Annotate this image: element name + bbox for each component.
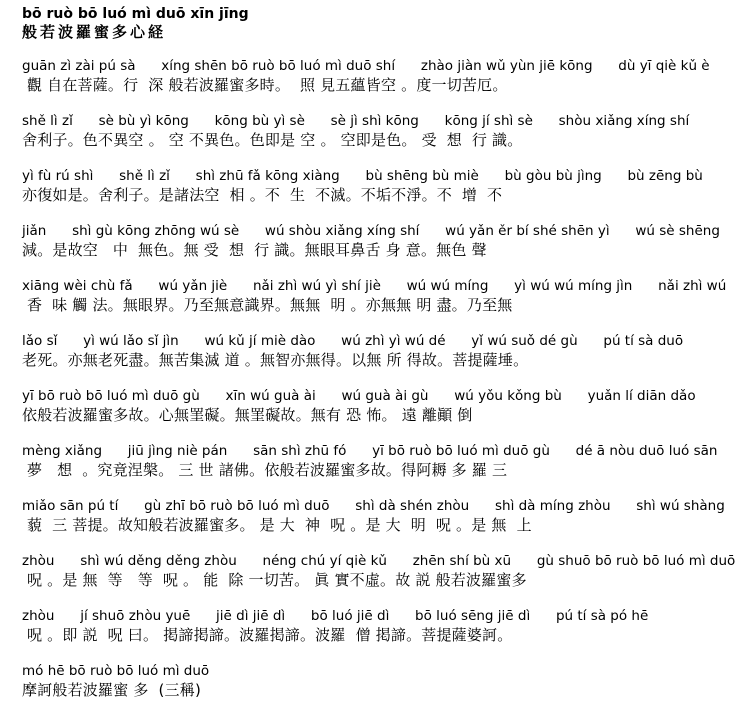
- pinyin-line: mó hē bō ruò bō luó mì duō: [22, 663, 210, 679]
- text-line: [22, 113, 738, 168]
- chinese-line: 舍利子。色不異空 。 空 不異色。色即是 空 。 空即是色。 受 想 行 識。: [22, 131, 523, 149]
- text-line: [22, 58, 738, 113]
- chinese-line: 摩訶般若波羅蜜 多 (三稱): [22, 681, 202, 699]
- pinyin-line: miǎo sān pú tí gù zhī bō ruò bō luó mì duō shì dà shén zhòu shì dà míng zhòu shì wú shàng: [22, 498, 725, 514]
- chinese-line: 亦復如是。舍利子。是諸法空 相 。不 生 不滅。不垢不淨。不 增 不: [22, 186, 503, 204]
- pinyin-line: xiāng wèi chù fǎ wú yǎn jiè nǎi zhì wú yì shí jiè wú wú míng yì wú wú míng jìn nǎi zhì wú: [22, 278, 727, 294]
- title-pinyin: bō ruò bō luó mì duō xīn jīng: [22, 6, 249, 22]
- chinese-line: 依般若波羅蜜多故。心無罣礙。無罣礙故。無有 恐 怖。 遠 離顚 倒: [22, 406, 473, 424]
- text-line: [22, 168, 738, 223]
- title-chinese: 般若波羅蜜多心経: [22, 23, 167, 41]
- text-line: [22, 608, 738, 663]
- sutra-text: [22, 58, 738, 718]
- pinyin-line: yì fù rú shì shě lì zǐ shì zhū fǎ kōng xiàng bù shēng bù miè bù gòu bù jìng bù zēng bù: [22, 168, 703, 184]
- pinyin-line: lǎo sǐ yì wú lǎo sǐ jìn wú kǔ jí miè dào wú zhì yì wú dé yǐ wú suǒ dé gù pú tí sà duō: [22, 333, 684, 349]
- text-line: [22, 553, 738, 608]
- text-line: [22, 498, 738, 553]
- chinese-line: 觀 自在菩薩。行 深 般若波羅蜜多時。 照 見五蘊皆空 。度一切苦厄。: [22, 76, 508, 94]
- text-line: [22, 443, 738, 498]
- pinyin-line: jiǎn shì gù kōng zhōng wú sè wú shòu xiǎng xíng shí wú yǎn ěr bí shé shēn yì wú sè shēng: [22, 223, 720, 239]
- chinese-line: 香 味 觸 法。無眼界。乃至無意識界。無無 明 。亦無無 明 盡。乃至無: [22, 296, 513, 314]
- chinese-line: 藐 三 菩提。故知般若波羅蜜多。 是 大 神 呪 。是 大 明 呪 。是 無 上: [22, 516, 532, 534]
- text-line: [22, 388, 738, 443]
- pinyin-line: guān zì zài pú sà xíng shēn bō ruò bō luó mì duō shí zhào jiàn wǔ yùn jiē kōng dù yī qiè kǔ è: [22, 58, 710, 74]
- chinese-line: 呪 。是 無 等 等 呪 。 能 除 一切苦。 眞 實不虛。故 説 般若波羅蜜多: [22, 571, 527, 589]
- text-line: [22, 223, 738, 278]
- text-line: [22, 663, 738, 718]
- title-block: [22, 6, 249, 42]
- chinese-line: 減。是故空 中 無色。無 受 想 行 識。無眼耳鼻舌 身 意。無色 聲: [22, 241, 487, 259]
- pinyin-line: zhòu shì wú děng děng zhòu néng chú yí qiè kǔ zhēn shí bù xū gù shuō bō ruò bō luó mì duō: [22, 553, 736, 569]
- pinyin-line: mèng xiǎng jiū jìng niè pán sān shì zhū fó yī bō ruò bō luó mì duō gù dé ā nòu duō luó sān: [22, 443, 718, 459]
- chinese-line: 呪 。即 説 呪 曰。 掲諦掲諦。波羅掲諦。波羅 僧 掲諦。菩提薩婆訶。: [22, 626, 513, 644]
- text-line: [22, 333, 738, 388]
- text-line: [22, 278, 738, 333]
- pinyin-line: zhòu jí shuō zhòu yuē jiē dì jiē dì bō luó jiē dì bō luó sēng jiē dì pú tí sà pó hē: [22, 608, 649, 624]
- chinese-line: 老死。亦無老死盡。無苦集滅 道 。無智亦無得。以無 所 得故。菩提薩埵。: [22, 351, 529, 369]
- chinese-line: 夢 想 。究竟涅槃。 三 世 諸佛。依般若波羅蜜多故。得阿耨 多 羅 三: [22, 461, 508, 479]
- pinyin-line: yī bō ruò bō luó mì duō gù xīn wú guà ài wú guà ài gù wú yǒu kǒng bù yuǎn lí diān dǎo: [22, 388, 696, 404]
- pinyin-line: shě lì zǐ sè bù yì kōng kōng bù yì sè sè jì shì kōng kōng jí shì sè shòu xiǎng xíng shí: [22, 113, 690, 129]
